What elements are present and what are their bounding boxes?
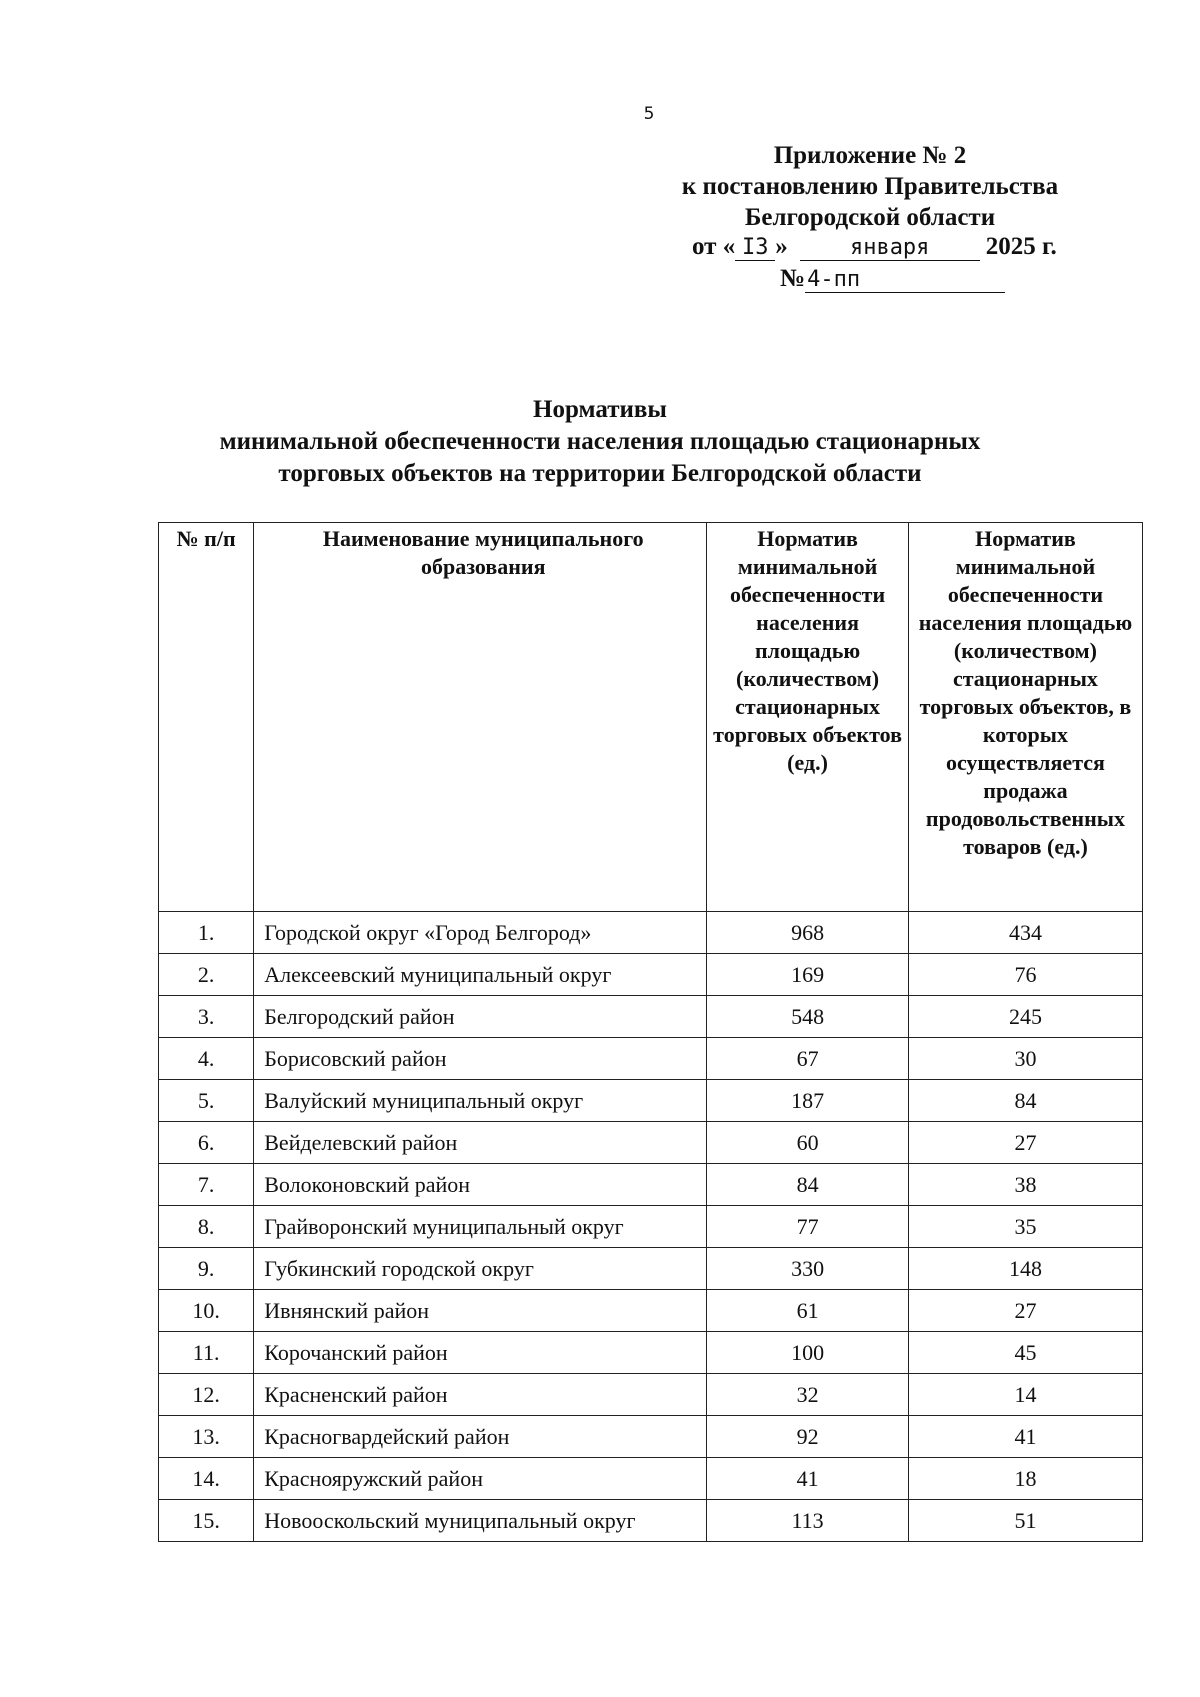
row-norm-food: 14 xyxy=(908,1374,1142,1416)
row-number: 7. xyxy=(159,1164,254,1206)
row-norm-total: 77 xyxy=(707,1206,909,1248)
appendix-title: Приложение № 2 xyxy=(773,142,967,169)
row-norm-food: 30 xyxy=(908,1038,1142,1080)
table-row xyxy=(159,1248,1143,1290)
row-name: Валуйский муниципальный округ xyxy=(254,1080,707,1122)
row-number: 4. xyxy=(159,1038,254,1080)
row-number: 10. xyxy=(159,1290,254,1332)
row-number: 3. xyxy=(159,996,254,1038)
row-name: Вейделевский район xyxy=(254,1122,707,1164)
row-name: Красногвардейский район xyxy=(254,1416,707,1458)
appendix-reference: к постановлению Правительства xyxy=(681,173,1059,200)
row-number: 15. xyxy=(159,1500,254,1542)
row-norm-total: 92 xyxy=(707,1416,909,1458)
row-name: Краснояружский район xyxy=(254,1458,707,1500)
table-row xyxy=(159,912,1143,954)
row-norm-food: 76 xyxy=(908,954,1142,996)
row-norm-total: 60 xyxy=(707,1122,909,1164)
row-number: 13. xyxy=(159,1416,254,1458)
header-num: № п/п xyxy=(159,523,254,912)
date-day: I3 xyxy=(735,236,775,261)
norms-table xyxy=(158,522,1143,1542)
table-row xyxy=(159,1122,1143,1164)
date-month: января xyxy=(800,236,980,261)
table-row xyxy=(159,1038,1143,1080)
row-norm-total: 61 xyxy=(707,1290,909,1332)
number-value: 4-пп xyxy=(805,268,1005,293)
row-name: Красненский район xyxy=(254,1374,707,1416)
row-norm-food: 51 xyxy=(908,1500,1142,1542)
decree-date xyxy=(692,233,1057,261)
date-prefix: от « xyxy=(692,233,736,260)
document-title xyxy=(150,394,1050,490)
row-number: 2. xyxy=(159,954,254,996)
row-norm-total: 67 xyxy=(707,1038,909,1080)
title-line-2: минимальной обеспеченности населения площадью стационарных xyxy=(219,428,981,455)
row-norm-food: 41 xyxy=(908,1416,1142,1458)
number-prefix: № xyxy=(780,265,806,292)
table-row xyxy=(159,996,1143,1038)
row-name: Волоконовский район xyxy=(254,1164,707,1206)
row-number: 1. xyxy=(159,912,254,954)
row-name: Корочанский район xyxy=(254,1332,707,1374)
row-norm-total: 113 xyxy=(707,1500,909,1542)
row-number: 8. xyxy=(159,1206,254,1248)
row-norm-food: 38 xyxy=(908,1164,1142,1206)
row-number: 11. xyxy=(159,1332,254,1374)
table-row xyxy=(159,1416,1143,1458)
row-name: Губкинский городской округ xyxy=(254,1248,707,1290)
row-name: Ивнянский район xyxy=(254,1290,707,1332)
row-norm-food: 27 xyxy=(908,1290,1142,1332)
table-row xyxy=(159,1458,1143,1500)
table-row xyxy=(159,954,1143,996)
table-row xyxy=(159,1164,1143,1206)
header-name: Наименование муниципального образования xyxy=(254,523,707,912)
row-norm-total: 84 xyxy=(707,1164,909,1206)
row-norm-total: 187 xyxy=(707,1080,909,1122)
decree-number xyxy=(780,265,1005,293)
date-year: 2025 г. xyxy=(985,233,1057,260)
table-row xyxy=(159,1206,1143,1248)
page-number: 5 xyxy=(643,104,655,124)
row-norm-total: 32 xyxy=(707,1374,909,1416)
row-number: 14. xyxy=(159,1458,254,1500)
row-norm-total: 548 xyxy=(707,996,909,1038)
row-norm-food: 45 xyxy=(908,1332,1142,1374)
row-norm-total: 169 xyxy=(707,954,909,996)
row-norm-food: 245 xyxy=(908,996,1142,1038)
title-line-1: Нормативы xyxy=(533,396,667,423)
row-name: Новооскольский муниципальный округ xyxy=(254,1500,707,1542)
row-norm-food: 27 xyxy=(908,1122,1142,1164)
row-norm-total: 41 xyxy=(707,1458,909,1500)
header-norm-total: Норматив минимальной обеспеченности населения площадью (количеством) стационарных торговых объектов (ед.) xyxy=(707,523,909,912)
row-norm-food: 84 xyxy=(908,1080,1142,1122)
row-name: Грайворонский муниципальный округ xyxy=(254,1206,707,1248)
row-norm-food: 434 xyxy=(908,912,1142,954)
table-row xyxy=(159,1374,1143,1416)
table-row xyxy=(159,1290,1143,1332)
table-header-row xyxy=(159,523,1143,912)
title-line-3: торговых объектов на территории Белгородской области xyxy=(278,460,922,487)
row-norm-food: 18 xyxy=(908,1458,1142,1500)
table-row xyxy=(159,1500,1143,1542)
row-norm-food: 148 xyxy=(908,1248,1142,1290)
row-name: Борисовский район xyxy=(254,1038,707,1080)
row-number: 6. xyxy=(159,1122,254,1164)
row-number: 12. xyxy=(159,1374,254,1416)
row-name: Городской округ «Город Белгород» xyxy=(254,912,707,954)
header-norm-food: Норматив минимальной обеспеченности населения площадью (количеством) стационарных торговых объектов, в которых осуществляется продажа продовольственных товаров (ед.) xyxy=(908,523,1142,912)
row-norm-total: 330 xyxy=(707,1248,909,1290)
row-name: Алексеевский муниципальный округ xyxy=(254,954,707,996)
date-quote-close: » xyxy=(775,233,788,260)
row-norm-food: 35 xyxy=(908,1206,1142,1248)
appendix-region: Белгородской области xyxy=(744,204,996,231)
table-row xyxy=(159,1080,1143,1122)
table-row xyxy=(159,1332,1143,1374)
row-norm-total: 100 xyxy=(707,1332,909,1374)
row-number: 9. xyxy=(159,1248,254,1290)
row-name: Белгородский район xyxy=(254,996,707,1038)
appendix-header xyxy=(640,140,1100,233)
row-number: 5. xyxy=(159,1080,254,1122)
row-norm-total: 968 xyxy=(707,912,909,954)
